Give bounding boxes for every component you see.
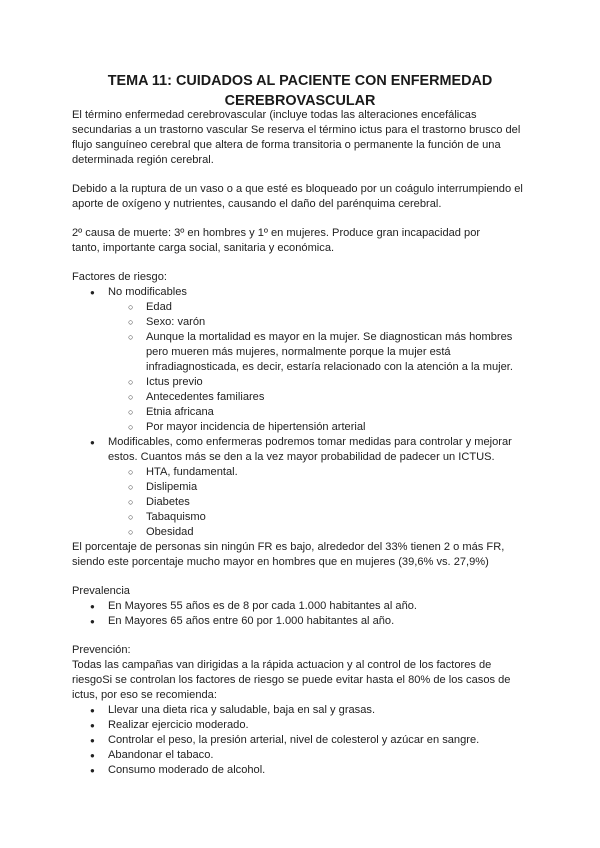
prevention-item-dieta: Llevar una dieta rica y saludable, baja en sal y grasas. <box>108 704 376 716</box>
prevention-item-ejercicio: Realizar ejercicio moderado. <box>108 719 249 731</box>
sub-bullet-circle-icon: ○ <box>128 422 134 432</box>
title-line-1: TEMA 11: CUIDADOS AL PACIENTE CON ENFERMEDAD <box>107 73 493 89</box>
prevention-text-2: riesgoSi se controlan los factores de riesgo se puede evitar hasta el 80% de los casos de <box>72 674 511 686</box>
list-item-antecedentes: Antecedentes familiares <box>146 391 265 403</box>
intro-line-2: secundarias a un trastorno vascular Se reserva el término ictus para el trastorno brusco del <box>72 124 521 136</box>
intro-line-4: determinada región cerebral. <box>72 154 214 166</box>
prevalence-item-65: En Mayores 65 años entre 60 por 1.000 habitantes al año. <box>108 615 395 627</box>
sub-bullet-circle-icon: ○ <box>128 497 134 507</box>
sub-bullet-circle-icon: ○ <box>128 332 134 342</box>
sub-bullet-circle-icon: ○ <box>128 512 134 522</box>
sub-bullet-circle-icon: ○ <box>128 392 134 402</box>
list-item-ictus-previo: Ictus previo <box>146 376 203 388</box>
prevention-item-peso: Controlar el peso, la presión arterial, nivel de colesterol y azúcar en sangre. <box>108 734 480 746</box>
risk-factors-heading: Factores de riesgo: <box>72 271 167 283</box>
prevention-item-alcohol: Consumo moderado de alcohol. <box>108 764 266 776</box>
percentage-line-1: El porcentaje de personas sin ningún FR es bajo, alrededor del 33% tienen 2 o más FR, <box>72 541 505 553</box>
list-item-hta: HTA, fundamental. <box>146 466 238 478</box>
sub-bullet-circle-icon: ○ <box>128 482 134 492</box>
prevention-text-3: ictus, por eso se recomienda: <box>72 689 217 701</box>
modifiable-label-2: estos. Cuantos más se den a la vez mayor probabilidad de padecer un ICTUS. <box>108 451 495 463</box>
list-item-hipertension: Por mayor incidencia de hipertensión arterial <box>146 421 366 433</box>
intro-line-3: flujo sanguíneo cerebral que altera de forma transitoria o permanente la función de una <box>72 139 501 151</box>
list-item-etnia: Etnia africana <box>146 406 214 418</box>
list-item-mortalidad-2: pero mueren más mujeres, normalmente porque la mujer está <box>146 346 451 358</box>
sub-bullet-circle-icon: ○ <box>128 527 134 537</box>
prevention-heading: Prevención: <box>72 644 131 656</box>
list-item-dislipemia: Dislipemia <box>146 481 198 493</box>
bullet-dot-icon: ● <box>90 766 95 775</box>
list-item-mortalidad-3: infradiagnosticada, es decir, estaría relacionado con la atención a la mujer. <box>146 361 513 373</box>
prevention-item-tabaco: Abandonar el tabaco. <box>108 749 214 761</box>
bullet-dot-icon: ● <box>90 736 95 745</box>
bullet-dot-icon: ● <box>90 751 95 760</box>
cause-line-1: Debido a la ruptura de un vaso o a que esté es bloqueado por un coágulo interrumpiendo el <box>72 183 523 195</box>
bullet-dot-icon: ● <box>90 288 95 297</box>
list-item-diabetes: Diabetes <box>146 496 190 508</box>
bullet-dot-icon: ● <box>90 438 95 447</box>
bullet-dot-icon: ● <box>90 706 95 715</box>
list-item-tabaquismo: Tabaquismo <box>146 511 206 523</box>
list-item-mortalidad-1: Aunque la mortalidad es mayor en la mujer. Se diagnostican más hombres <box>146 331 513 343</box>
prevention-text-1: Todas las campañas van dirigidas a la rápida actuacion y al control de los factores de <box>72 659 492 671</box>
cause-line-2: aporte de oxígeno y nutrientes, causando el daño del parénquima cerebral. <box>72 198 442 210</box>
title-line-2: CEREBROVASCULAR <box>224 93 376 109</box>
mortality-line-2: tanto, importante carga social, sanitaria y económica. <box>72 242 335 254</box>
modifiable-label-1: Modificables, como enfermeras podremos tomar medidas para controlar y mejorar <box>108 436 512 448</box>
bullet-dot-icon: ● <box>90 602 95 611</box>
list-item-edad: Edad <box>146 301 172 313</box>
prevalence-heading: Prevalencia <box>72 585 130 597</box>
bullet-dot-icon: ● <box>90 617 95 626</box>
list-item-sexo: Sexo: varón <box>146 316 206 328</box>
intro-line-1: El término enfermedad cerebrovascular (incluye todas las alteraciones encefálicas <box>72 109 477 121</box>
sub-bullet-circle-icon: ○ <box>128 407 134 417</box>
sub-bullet-circle-icon: ○ <box>128 317 134 327</box>
list-item-obesidad: Obesidad <box>146 526 194 538</box>
page-title <box>72 71 528 111</box>
bullet-dot-icon: ● <box>90 721 95 730</box>
sub-bullet-circle-icon: ○ <box>128 377 134 387</box>
sub-bullet-circle-icon: ○ <box>128 467 134 477</box>
prevalence-item-55: En Mayores 55 años es de 8 por cada 1.000 habitantes al año. <box>108 600 417 612</box>
percentage-line-2: siendo este porcentaje mucho mayor en hombres que en mujeres (39,6% vs. 27,9%) <box>72 556 489 568</box>
sub-bullet-circle-icon: ○ <box>128 302 134 312</box>
non-modifiable-label: No modificables <box>108 286 187 298</box>
mortality-line-1: 2º causa de muerte: 3º en hombres y 1º en mujeres. Produce gran incapacidad por <box>72 227 481 239</box>
